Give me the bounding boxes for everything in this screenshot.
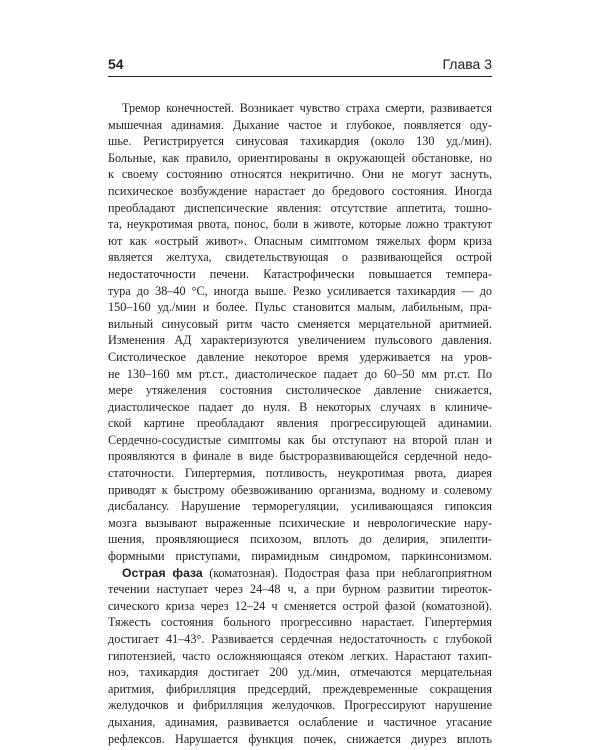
text-line: дисбалансу. Нарушение терморегуляции, усиливающаяся гипоксия [108,499,492,514]
text-line: мышечная адинамия. Дыхание частое и глубокое, появляется оду- [108,117,492,132]
text-line: психическое возбуждение нарастает до бредового состояния. Иногда [108,183,492,198]
text-line: тура до 38–40 °С, иногда выше. Резко усиливается тахикардия — до [108,283,492,298]
text-line: Тремор конечностей. Возникает чувство страха смерти, развивается [122,101,492,115]
text-line: формными приступами, пирамидным синдромом, паркинсонизмом. [108,549,492,564]
text-line: та, неукротимая рвота, понос, боли в животе, которые ложно трактуют [108,217,492,232]
paragraph-1 [108,100,492,565]
running-head [108,52,492,76]
text-line: Тяжесть состояния больного прогрессивно нарастает. Гипертермия [108,615,492,630]
text-line: мере утяжеления состояния систолическое давление снижается, [108,383,492,398]
text-line: Сердечно-сосудистые симптомы как бы отступают на второй план и [108,432,492,447]
text-line: сического криза через 12–24 ч сменяется острой фазой (коматозной). [108,598,492,613]
text-line: дыхания, адинамия, развивается ослабление и частичное угасание [108,714,492,729]
section-heading: Острая фаза [122,565,203,580]
page-number: 54 [108,56,124,72]
text-line: приводят к быстрому обезвоживанию организма, водному и солевому [108,482,492,497]
text-line: статочности. Гипертермия, потливость, неукротимая рвота, диарея [108,466,492,481]
chapter-title: Глава 3 [442,56,492,72]
text-line: достигает 41–43°. Развивается сердечная недостаточность с глубокой [108,632,492,646]
text-line: течении наступает через 24–48 ч, а при бурном развитии тиреоток- [108,582,492,597]
body-text [108,100,492,747]
text-line: желудочков и фибрилляция желудочков. Прогрессируют нарушение [108,698,492,713]
text-line: к своему состоянию относятся некритично. Они не могут заснуть, [108,167,492,182]
text-line: ноэ, тахикардия достигает 200 уд./мин, отмечаются мерцательная [108,665,492,680]
text-line: диастолическое падает до нуля. В некоторых случаях в клиниче- [108,399,492,414]
text-line: мозга вызывают выраженные психические и неврологические нару- [108,515,492,530]
text-line: 150–160 уд./мин и более. Пульс становится малым, лабильным, пра- [108,300,492,315]
text-line: преобладают диспепсические явления: отсутствие аппетита, тошно- [108,200,492,215]
text-line: вильный синусовый ритм часто сменяется мерцательной аритмией. [108,316,492,331]
text-line: рефлексов. Нарушается функция почек, снижается диурез вплоть [108,731,492,746]
text-line: шения, проявляющиеся психозом, вплоть до делирия, эпилепти- [108,532,492,547]
text-line: Изменения АД характеризуются увеличением пульсового давления. [108,333,492,348]
text-line: гипотензией, часто осложняющаяся отеком легких. Нарастают тахип- [108,648,492,663]
text-line: проявляются в финале в виде быстроразвивающейся сердечной недо- [108,449,492,464]
text-fragment: (коматозная). Подострая фаза при неблагоприятном [202,565,492,580]
text-line: не 130–160 мм рт.ст., диастолическое падает до 60–50 мм рт.ст. По [108,366,492,381]
text-line: недостаточности печени. Катастрофически повышается темпера- [108,266,492,281]
text-line: шье. Регистрируется синусовая тахикардия (около 130 уд./мин). [108,134,492,149]
text-line: Больные, как правило, ориентированы в окружающей обстановке, но [108,150,492,165]
text-line [108,565,492,582]
text-line: является желтуха, свидетельствующая о развивающейся острой [108,250,492,265]
text-line: аритмия, фибрилляция предсердий, преждевременные сокращения [108,681,492,696]
text-line: Систолическое давление некоторое время удерживается на уров- [108,349,492,364]
paragraph-2 [108,565,492,748]
header-rule [108,76,492,77]
text-line: ской картине преобладают явления прогрессирующей адинамии. [108,416,492,431]
text-line: ют как «острый живот». Опасным симптомом тяжелых форм криза [108,233,492,248]
